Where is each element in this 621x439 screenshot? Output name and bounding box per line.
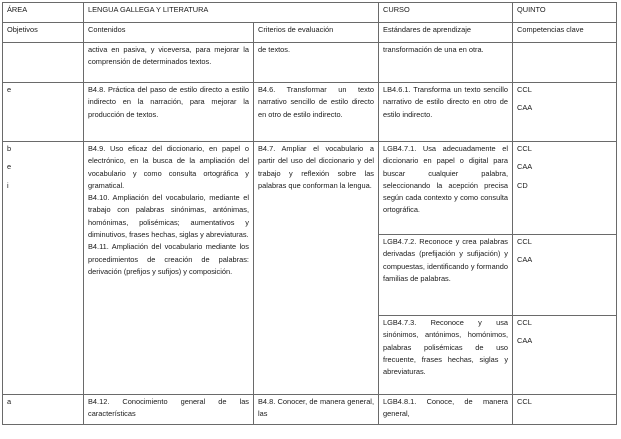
header-row xyxy=(3,3,617,23)
area-label: ÁREA xyxy=(3,3,84,23)
estandares-cell: LGB4.7.3. Reconoce y usa sinónimos, antónimos, homónimos, palabras polisémicas de uso frecuente, frases hechas, siglas y abreviaturas. xyxy=(379,316,513,395)
contenidos-cell: B4.8. Práctica del paso de estilo directo a estilo indirecto en la narración, para mejorar la producción de textos. xyxy=(84,83,254,142)
objetivo-code: i xyxy=(7,180,9,190)
estandares-cell: LGB4.7.2. Reconoce y crea palabras derivadas (prefijación y sufijación) y compuestas, identificando y formando familias de palabras. xyxy=(379,235,513,316)
column-header-row xyxy=(3,23,617,43)
competencia-code: CCL xyxy=(517,85,532,94)
competencias-cell xyxy=(513,142,617,235)
objetivo-code: b xyxy=(7,144,12,153)
estandares-cell: LGB4.7.1. Usa adecuadamente el diccionario en papel o digital para buscar cualquier palabra, seleccionando la acepción precisa según cada contexto y como consulta ortográfica. xyxy=(379,142,513,235)
col-header-contenidos: Contenidos xyxy=(84,23,254,43)
competencia-code: CCL xyxy=(517,237,532,246)
estandares-cell: LB4.6.1. Transforma un texto sencillo narrativo de estilo directo en otro de estilo indirecto. xyxy=(379,83,513,142)
competencias-cell xyxy=(513,316,617,395)
competencia-code: CCL xyxy=(517,144,532,153)
contenido-item: B4.9. Uso eficaz del diccionario, en papel o electrónico, en la busca de la ampliación del vocabulario y como consulta ortográfica y gramatical. xyxy=(88,144,249,190)
curriculum-page xyxy=(2,2,618,438)
objetivos-cell xyxy=(3,142,84,395)
curso-value: QUINTO xyxy=(513,3,617,23)
competencia-code: CAA xyxy=(517,255,533,265)
contenidos-cell: B4.12. Conocimiento general de las características xyxy=(84,395,254,425)
contenido-item: B4.11. Ampliación del vocabulario mediante los procedimientos de creación de palabras: derivación (prefijos y sufijos) y composición. xyxy=(88,242,249,276)
contenido-item: B4.10. Ampliación del vocabulario, mediante el trabajo con palabras sinónimas, antónimas, homónimas, polisémicas; aumentativos y diminutivos, frases hechas, siglas y abreviaturas. xyxy=(88,193,249,240)
objetivos-cell xyxy=(3,43,84,83)
curso-label: CURSO xyxy=(379,3,513,23)
table-row xyxy=(3,83,617,142)
contenidos-cell xyxy=(84,142,254,395)
competencias-cell xyxy=(513,395,617,425)
competencias-cell xyxy=(513,83,617,142)
objetivo-code: a xyxy=(7,397,12,406)
criterios-cell: B4.6. Transformar un texto narrativo sencillo de estilo directo en otro de estilo indirecto. xyxy=(254,83,379,142)
objetivo-code: e xyxy=(7,162,12,172)
competencia-code: CAA xyxy=(517,162,533,172)
objetivo-code: e xyxy=(7,85,12,94)
contenidos-cell: activa en pasiva, y viceversa, para mejorar la comprensión de determinados textos. xyxy=(84,43,254,83)
competencia-code: CAA xyxy=(517,336,533,346)
col-header-criterios: Criterios de evaluación xyxy=(254,23,379,43)
area-value: LENGUA GALLEGA Y LITERATURA xyxy=(84,3,379,23)
criterios-cell: B4.8. Conocer, de manera general, las xyxy=(254,395,379,425)
competencia-code: CCL xyxy=(517,397,532,406)
estandares-cell: LGB4.8.1. Conoce, de manera general, xyxy=(379,395,513,425)
criterios-cell: de textos. xyxy=(254,43,379,83)
curriculum-table xyxy=(2,2,617,425)
objetivos-cell xyxy=(3,83,84,142)
criterios-cell: B4.7. Ampliar el vocabulario a partir del uso del diccionario y del trabajo y reflexión sobre las palabras que conforman la lengua. xyxy=(254,142,379,395)
estandares-cell: transformación de una en otra. xyxy=(379,43,513,83)
competencias-cell xyxy=(513,235,617,316)
objetivos-cell xyxy=(3,395,84,425)
competencia-code: CCL xyxy=(517,318,532,327)
col-header-competencias: Competencias clave xyxy=(513,23,617,43)
table-row xyxy=(3,43,617,83)
competencias-cell xyxy=(513,43,617,83)
competencia-code: CD xyxy=(517,180,528,190)
table-row xyxy=(3,395,617,425)
competencia-code: CAA xyxy=(517,103,533,113)
table-row xyxy=(3,142,617,235)
col-header-estandares: Estándares de aprendizaje xyxy=(379,23,513,43)
col-header-objetivos: Objetivos xyxy=(3,23,84,43)
